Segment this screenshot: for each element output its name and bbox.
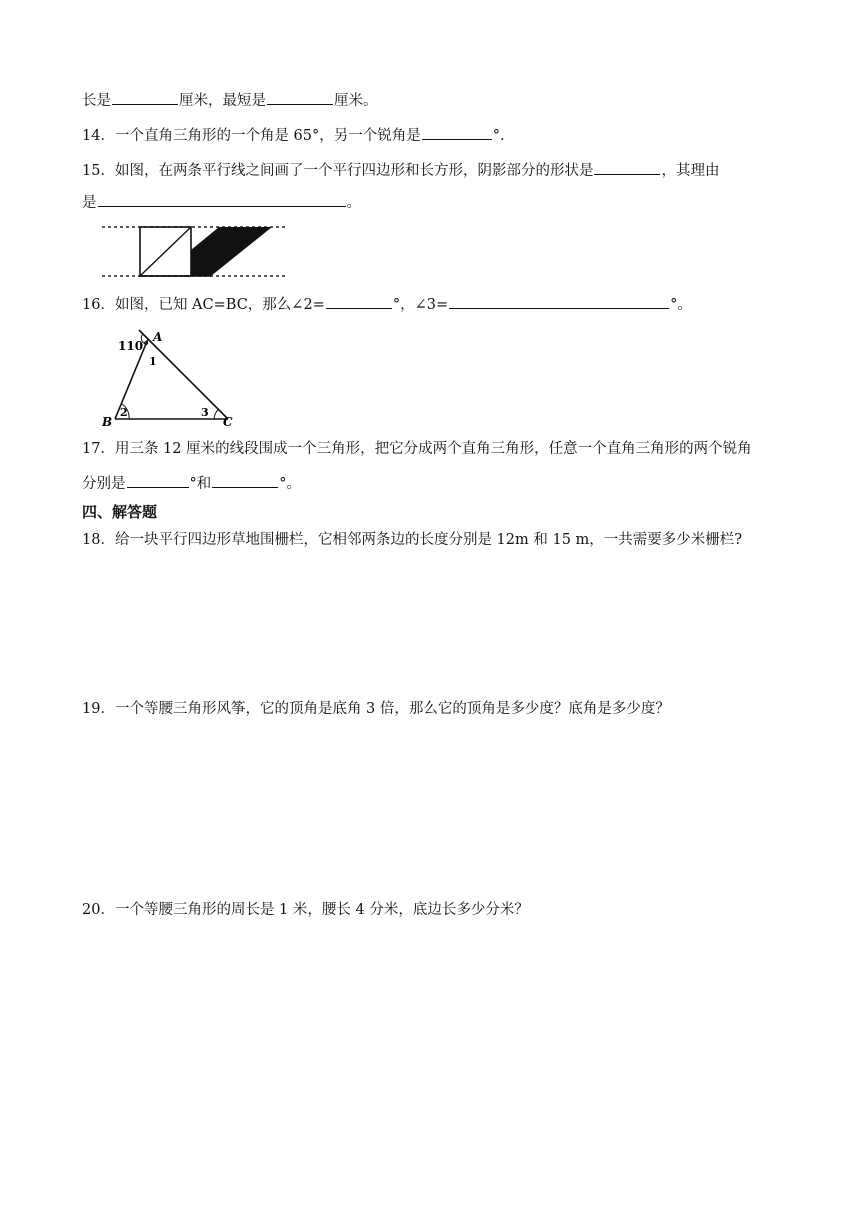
q13-tail <box>82 89 378 111</box>
q15-line2-start: 是 <box>82 195 97 211</box>
q16-text-c: °。 <box>670 297 692 313</box>
q17-line2-b: °和 <box>189 476 212 492</box>
shaded-region <box>191 227 272 276</box>
section-title: 四、解答题 <box>82 503 158 521</box>
question-15-line2 <box>82 191 361 213</box>
answer-blank[interactable] <box>127 472 189 488</box>
question-19 <box>82 699 670 719</box>
question-17-line2 <box>82 472 301 494</box>
q17-text: 17．用三条 12 厘米的线段围成一个三角形，把它分成两个直角三角形，任意一个直角三角形的两个锐角 <box>82 441 752 457</box>
question-20 <box>82 900 529 920</box>
q13-text-b: 厘米，最短是 <box>179 93 266 109</box>
question-17-line1 <box>82 439 752 459</box>
angle-2-label: 2 <box>120 406 128 419</box>
parallelogram-left-side <box>140 227 191 276</box>
answer-blank[interactable] <box>594 159 660 175</box>
q17-line2-a: 分别是 <box>82 476 126 492</box>
q13-text-c: 厘米。 <box>334 93 378 109</box>
vertex-c-label: C <box>223 415 233 428</box>
q15-text: 15．如图，在两条平行线之间画了一个平行四边形和长方形，阴影部分的形状是 <box>82 163 594 179</box>
answer-blank[interactable] <box>212 472 278 488</box>
q15-line1-end: ，其理由 <box>661 163 720 179</box>
question-16 <box>82 293 692 315</box>
q15-line2-end: 。 <box>346 195 361 211</box>
answer-blank[interactable] <box>422 124 492 140</box>
angle-3-label: 3 <box>201 406 209 419</box>
parallel-lines-figure <box>100 220 290 280</box>
answer-blank[interactable] <box>449 293 669 309</box>
q13-text-a: 长是 <box>82 93 111 109</box>
vertex-b-label: B <box>102 415 113 428</box>
triangle-figure <box>98 324 248 428</box>
q16-text-b: °，∠3= <box>392 297 449 313</box>
answer-blank[interactable] <box>267 89 333 105</box>
q20-text: 20．一个等腰三角形的周长是 1 米，腰长 4 分米，底边长多少分米？ <box>82 902 529 918</box>
q19-text: 19．一个等腰三角形风筝，它的顶角是底角 3 倍，那么它的顶角是多少度？底角是多少度？ <box>82 701 670 717</box>
answer-blank[interactable] <box>326 293 392 309</box>
question-14 <box>82 124 505 146</box>
question-18 <box>82 530 742 550</box>
question-15-line1 <box>82 159 719 181</box>
angle-3-arc <box>214 409 219 419</box>
answer-blank[interactable] <box>98 191 346 207</box>
q18-text: 18．给一块平行四边形草地围栅栏，它相邻两条边的长度分别是 12m 和 15 m，一共需要多少米栅栏? <box>82 532 743 548</box>
q17-line2-c: °。 <box>279 476 301 492</box>
answer-blank[interactable] <box>112 89 178 105</box>
q14-end: °. <box>492 128 505 144</box>
q16-text-a: 16．如图，已知 AC=BC，那么∠2= <box>82 297 325 313</box>
vertex-a-label: A <box>153 330 163 344</box>
q14-text: 14．一个直角三角形的一个角是 65°，另一个锐角是 <box>82 128 421 144</box>
angle-1-label: 1 <box>149 355 157 368</box>
angle-110-label: 110° <box>118 339 150 353</box>
